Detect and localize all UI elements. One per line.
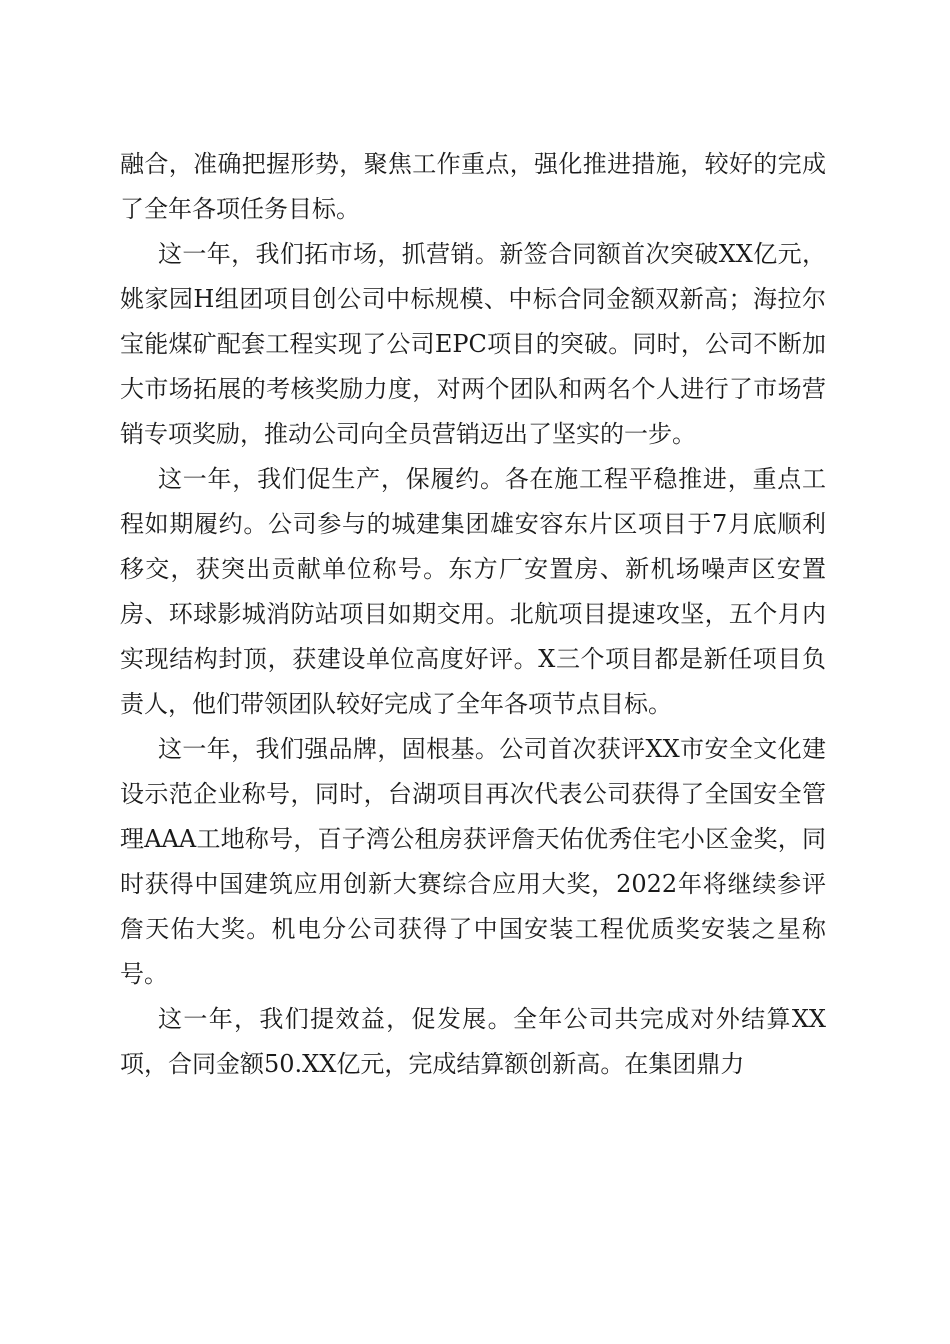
paragraph-continuation: 融合，准确把握形势，聚焦工作重点，强化推进措施，较好的完成了全年各项任务目标。 [120,150,826,223]
paragraph-efficiency: 这一年，我们提效益，促发展。全年公司共完成对外结算XX项，合同金额50.XX亿元，完成结算额创新高。在集团鼎力 [120,1005,826,1078]
document-body [120,142,826,1087]
paragraph-brand: 这一年，我们强品牌，固根基。公司首次获评XX市安全文化建设示范企业称号，同时，台湖项目再次代表公司获得了全国安全管理AAA工地称号，百子湾公租房获评詹天佑优秀住宅小区金奖，同时获得中国建筑应用创新大赛综合应用大奖，2022年将继续参评詹天佑大奖。机电分公司获得了中国安装工程优质奖安装之星称号。 [120,735,826,988]
paragraph-market: 这一年，我们拓市场，抓营销。新签合同额首次突破XX亿元，姚家园H组团项目创公司中标规模、中标合同金额双新高；海拉尔宝能煤矿配套工程实现了公司EPC项目的突破。同时，公司不断加大市场拓展的考核奖励力度，对两个团队和两名个人进行了市场营销专项奖励，推动公司向全员营销迈出了坚实的一步。 [120,240,826,448]
paragraph-production: 这一年，我们促生产，保履约。各在施工程平稳推进，重点工程如期履约。公司参与的城建集团雄安容东片区项目于7月底顺利移交，获突出贡献单位称号。东方厂安置房、新机场噪声区安置房、环球影城消防站项目如期交用。北航项目提速攻坚，五个月内实现结构封顶，获建设单位高度好评。X三个项目都是新任项目负责人，他们带领团队较好完成了全年各项节点目标。 [120,465,826,718]
